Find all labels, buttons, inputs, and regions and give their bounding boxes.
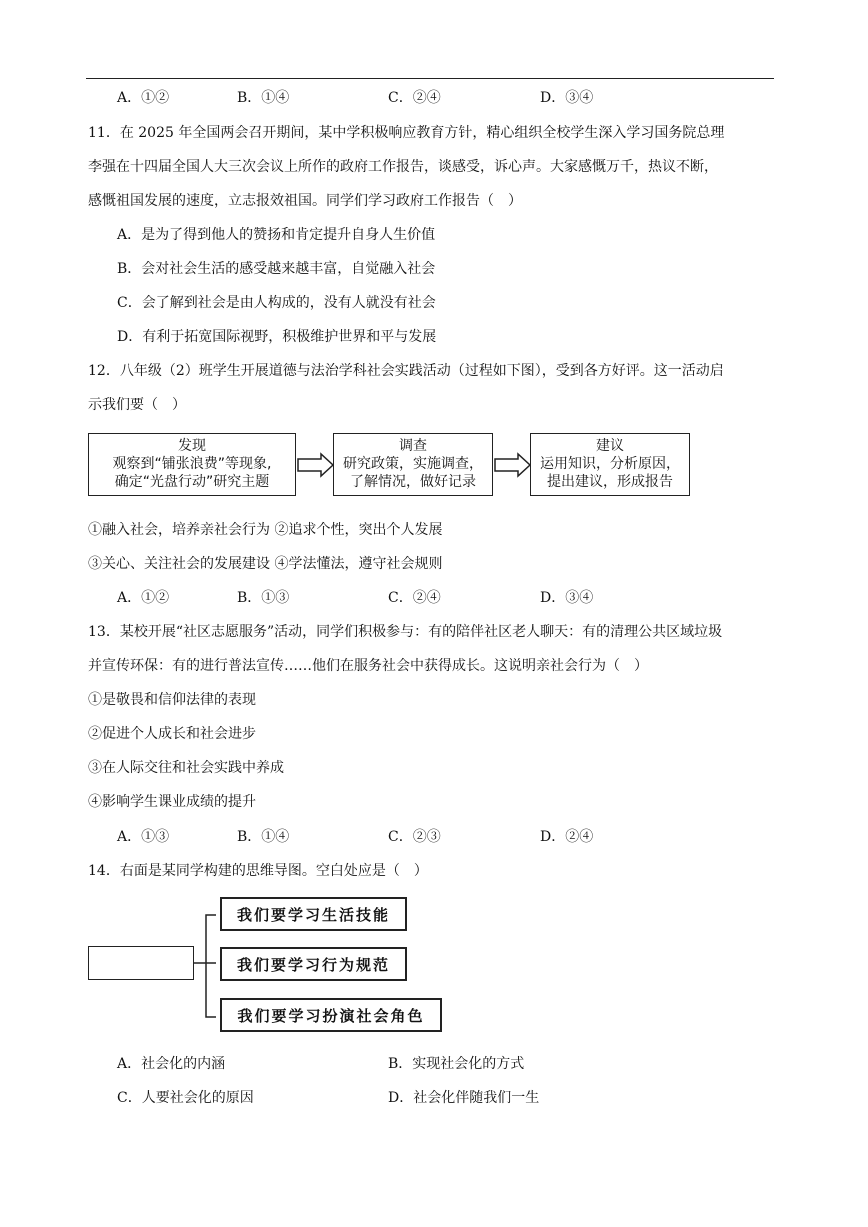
flow-box-discover bbox=[88, 433, 296, 496]
mindmap-bracket bbox=[194, 905, 222, 1027]
q12-statement-line-2: ③关心、关注社会的发展建设 ④学法懂法，遵守社会规则 bbox=[88, 556, 443, 572]
q10-option-c[interactable]: C．②④ bbox=[388, 90, 441, 106]
header-rule bbox=[86, 78, 774, 79]
q13-option-d[interactable]: D．②④ bbox=[540, 829, 594, 845]
q13-option-a[interactable]: A．①③ bbox=[117, 829, 170, 845]
flow-box-text: 确定“光盘行动”研究主题 bbox=[114, 474, 270, 490]
q11-option-b[interactable]: B．会对社会生活的感受越来越丰富，自觉融入社会 bbox=[117, 261, 436, 277]
q13-stem-line-2: 并宣传环保：有的进行普法宣传……他们在服务社会中获得成长。这说明亲社会行为（ ） bbox=[88, 658, 648, 674]
flow-box-text: 观察到“铺张浪费”等现象, bbox=[112, 456, 272, 472]
flow-box-title: 建议 bbox=[596, 438, 624, 454]
q11-option-c[interactable]: C．会了解到社会是由人构成的，没有人就没有社会 bbox=[117, 295, 436, 311]
q13-statement-1: ①是敬畏和信仰法律的表现 bbox=[88, 692, 256, 708]
q13-option-c[interactable]: C．②③ bbox=[388, 829, 441, 845]
q12-stem-line-1: 12．八年级（2）班学生开展道德与法治学科社会实践活动（过程如下图），受到各方好评。这一活动启 bbox=[88, 363, 724, 379]
q10-option-d[interactable]: D．③④ bbox=[540, 90, 594, 106]
q14-stem: 14．右面是某同学构建的思维导图。空白处应是（ ） bbox=[88, 863, 428, 879]
q10-option-a[interactable]: A．①② bbox=[117, 90, 170, 106]
q11-option-a[interactable]: A．是为了得到他人的赞扬和肯定提升自身人生价值 bbox=[117, 227, 436, 243]
q12-stem-line-2: 示我们要（ ） bbox=[88, 397, 186, 413]
q14-option-c[interactable]: C．人要社会化的原因 bbox=[117, 1090, 254, 1106]
q13-stem-line-1: 13．某校开展“社区志愿服务”活动，同学们积极参与：有的陪伴社区老人聊天：有的清理公共区域垃圾 bbox=[88, 624, 723, 640]
flow-box-suggest bbox=[530, 433, 690, 496]
q13-statement-4: ④影响学生课业成绩的提升 bbox=[88, 794, 256, 810]
q12-option-b[interactable]: B．①③ bbox=[237, 590, 290, 606]
q12-option-a[interactable]: A．①② bbox=[117, 590, 170, 606]
q14-option-a[interactable]: A．社会化的内涵 bbox=[117, 1056, 226, 1072]
mindmap-blank-box bbox=[88, 946, 194, 980]
q13-statement-2: ②促进个人成长和社会进步 bbox=[88, 726, 256, 742]
flow-box-text: 了解情况，做好记录 bbox=[350, 474, 476, 490]
q12-option-c[interactable]: C．②④ bbox=[388, 590, 441, 606]
mindmap-node-behavior-norms: 我们要学习行为规范 bbox=[220, 947, 407, 981]
flow-box-title: 发现 bbox=[178, 438, 206, 454]
mindmap-node-social-roles: 我们要学习扮演社会角色 bbox=[220, 998, 442, 1032]
flow-box-title: 调查 bbox=[399, 438, 427, 454]
flow-arrow-icon bbox=[494, 452, 532, 478]
q11-stem-line-3: 感慨祖国发展的速度，立志报效祖国。同学们学习政府工作报告（ ） bbox=[88, 193, 522, 209]
q12-statement-line-1: ①融入社会，培养亲社会行为 ②追求个性，突出个人发展 bbox=[88, 522, 443, 538]
q11-stem-line-1: 11．在 2025 年全国两会召开期间，某中学积极响应教育方针，精心组织全校学生深入学习国务院总理 bbox=[88, 125, 725, 141]
q13-option-b[interactable]: B．①④ bbox=[237, 829, 290, 845]
q14-option-b[interactable]: B．实现社会化的方式 bbox=[388, 1056, 525, 1072]
q11-option-d[interactable]: D．有利于拓宽国际视野，积极维护世界和平与发展 bbox=[117, 329, 437, 345]
mindmap-node-life-skills: 我们要学习生活技能 bbox=[220, 897, 407, 931]
flow-box-text: 提出建议，形成报告 bbox=[547, 474, 673, 490]
flow-arrow-icon bbox=[297, 452, 335, 478]
q12-option-d[interactable]: D．③④ bbox=[540, 590, 594, 606]
flow-box-text: 研究政策，实施调查， bbox=[343, 456, 483, 472]
flow-box-investigate bbox=[333, 433, 493, 496]
q11-stem-line-2: 李强在十四届全国人大三次会议上所作的政府工作报告，谈感受，诉心声。大家感慨万千，热议不断， bbox=[88, 159, 718, 175]
q13-statement-3: ③在人际交往和社会实践中养成 bbox=[88, 760, 284, 776]
flow-box-text: 运用知识，分析原因， bbox=[540, 456, 680, 472]
q10-option-b[interactable]: B．①④ bbox=[237, 90, 290, 106]
q14-option-d[interactable]: D．社会化伴随我们一生 bbox=[388, 1090, 540, 1106]
